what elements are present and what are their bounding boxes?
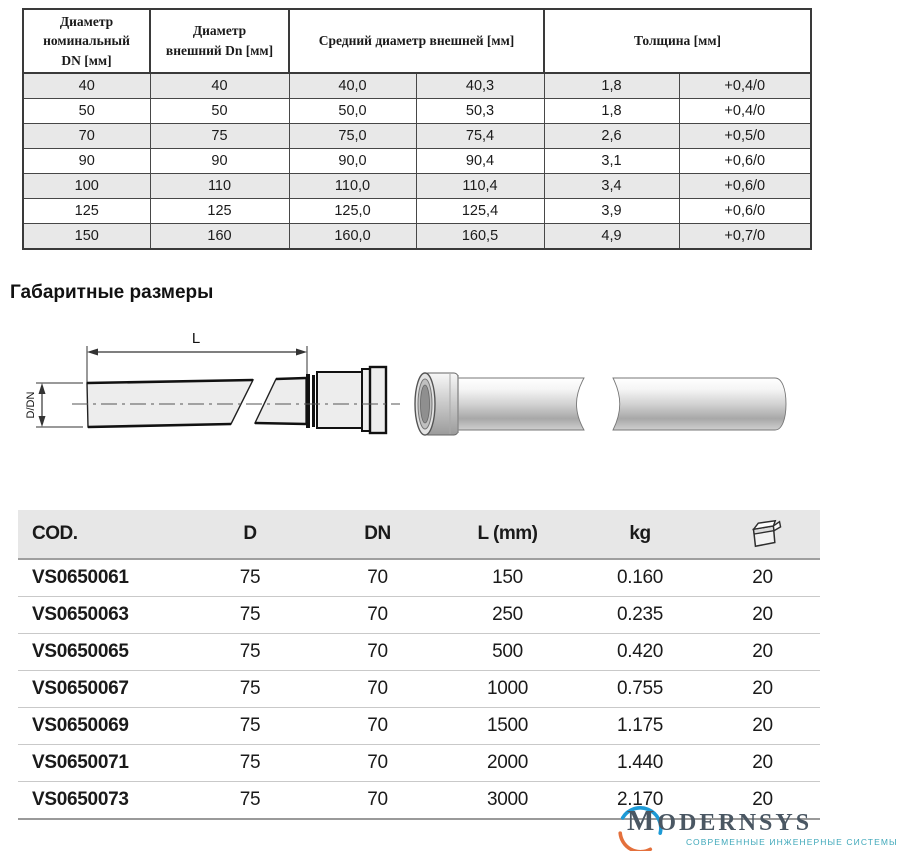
spec-cell: 1,8: [544, 73, 679, 99]
product-catalog-table: [18, 510, 820, 820]
spec-row: [23, 124, 811, 149]
catalog-kg: 1.440: [575, 745, 705, 782]
catalog-dn: 70: [315, 745, 440, 782]
catalog-pack: 20: [705, 634, 820, 671]
logo-tagline: СОВРЕМЕННЫЕ ИНЖЕНЕРНЫЕ СИСТЕМЫ: [686, 837, 898, 847]
spec-cell: 125,0: [289, 199, 416, 224]
spec-cell: 75: [150, 124, 289, 149]
catalog-d: 75: [185, 597, 315, 634]
catalog-header-l: L (mm): [440, 510, 575, 559]
catalog-row: [18, 597, 820, 634]
spec-cell: 160,5: [416, 224, 544, 250]
catalog-kg: 0.420: [575, 634, 705, 671]
catalog-dn: 70: [315, 559, 440, 597]
catalog-pack: 20: [705, 597, 820, 634]
pipe-dimension-drawing: [25, 320, 384, 478]
catalog-cod: VS0650067: [18, 671, 185, 708]
spec-cell: 90,0: [289, 149, 416, 174]
modernsys-logo: [616, 804, 898, 850]
spec-cell: 125,4: [416, 199, 544, 224]
spec-row: [23, 99, 811, 124]
spec-cell: 100: [23, 174, 150, 199]
spec-cell: 50,3: [416, 99, 544, 124]
package-box-icon: [744, 517, 782, 551]
catalog-l: 3000: [440, 782, 575, 820]
catalog-header-d: D: [185, 510, 315, 559]
spec-header-dn-outer: Диаметр внешний Dn [мм]: [150, 9, 289, 73]
catalog-row: [18, 745, 820, 782]
catalog-l: 250: [440, 597, 575, 634]
catalog-dn: 70: [315, 782, 440, 820]
catalog-cod: VS0650065: [18, 634, 185, 671]
spec-cell: 4,9: [544, 224, 679, 250]
catalog-kg: 0.235: [575, 597, 705, 634]
catalog-kg: 2.170: [575, 782, 705, 820]
spec-cell: +0,4/0: [679, 99, 811, 124]
catalog-cod: VS0650071: [18, 745, 185, 782]
spec-cell: 125: [23, 199, 150, 224]
spec-cell: 3,1: [544, 149, 679, 174]
spec-cell: 3,9: [544, 199, 679, 224]
catalog-l: 2000: [440, 745, 575, 782]
catalog-dn: 70: [315, 634, 440, 671]
catalog-cod: VS0650069: [18, 708, 185, 745]
catalog-pack: 20: [705, 708, 820, 745]
catalog-row: [18, 559, 820, 597]
catalog-row: [18, 671, 820, 708]
spec-cell: 90: [150, 149, 289, 174]
catalog-pack: 20: [705, 745, 820, 782]
catalog-row: [18, 708, 820, 745]
spec-row: [23, 224, 811, 250]
pipe-photo-render: [398, 348, 802, 473]
catalog-dn: 70: [315, 708, 440, 745]
spec-cell: 40: [150, 73, 289, 99]
spec-cell: 110: [150, 174, 289, 199]
spec-header-dn-nominal: Диаметр номинальный DN [мм]: [23, 9, 150, 73]
catalog-l: 500: [440, 634, 575, 671]
catalog-d: 75: [185, 634, 315, 671]
catalog-pack: 20: [705, 559, 820, 597]
catalog-pack: 20: [705, 671, 820, 708]
spec-cell: 110,4: [416, 174, 544, 199]
catalog-d: 75: [185, 745, 315, 782]
spec-cell: 50,0: [289, 99, 416, 124]
catalog-pack: 20: [705, 782, 820, 820]
spec-cell: 160: [150, 224, 289, 250]
catalog-kg: 0.755: [575, 671, 705, 708]
catalog-d: 75: [185, 708, 315, 745]
spec-header-thickness: Толщина [мм]: [544, 9, 811, 73]
spec-cell: 2,6: [544, 124, 679, 149]
catalog-dn: 70: [315, 597, 440, 634]
diameter-dimension-label: D/DN: [25, 391, 37, 419]
spec-cell: 50: [150, 99, 289, 124]
spec-cell: 150: [23, 224, 150, 250]
spec-header-mean-diameter: Средний диаметр внешней [мм]: [289, 9, 544, 73]
section-title: Габаритные размеры: [10, 282, 214, 303]
spec-cell: 90,4: [416, 149, 544, 174]
pipe-spec-table: [22, 8, 812, 250]
catalog-header-kg: kg: [575, 510, 705, 559]
catalog-d: 75: [185, 671, 315, 708]
spec-cell: 40,0: [289, 73, 416, 99]
catalog-dn: 70: [315, 671, 440, 708]
spec-cell: 110,0: [289, 174, 416, 199]
spec-cell: +0,4/0: [679, 73, 811, 99]
spec-row: [23, 73, 811, 99]
logo-name: MODERNSYS: [627, 805, 813, 837]
spec-cell: 75,0: [289, 124, 416, 149]
catalog-l: 1500: [440, 708, 575, 745]
catalog-header-dn: DN: [315, 510, 440, 559]
catalog-header-cod: COD.: [18, 510, 185, 559]
spec-cell: 40,3: [416, 73, 544, 99]
spec-row: [23, 199, 811, 224]
catalog-cod: VS0650061: [18, 559, 185, 597]
catalog-cod: VS0650073: [18, 782, 185, 820]
spec-row: [23, 174, 811, 199]
spec-cell: 40: [23, 73, 150, 99]
spec-cell: 50: [23, 99, 150, 124]
length-dimension-label: L: [191, 330, 201, 347]
catalog-l: 1000: [440, 671, 575, 708]
spec-cell: 3,4: [544, 174, 679, 199]
catalog-d: 75: [185, 782, 315, 820]
catalog-row: [18, 634, 820, 671]
spec-cell: +0,6/0: [679, 174, 811, 199]
spec-cell: +0,6/0: [679, 199, 811, 224]
spec-header-row: [23, 9, 811, 73]
spec-cell: 125: [150, 199, 289, 224]
spec-cell: 75,4: [416, 124, 544, 149]
catalog-l: 150: [440, 559, 575, 597]
spec-cell: 160,0: [289, 224, 416, 250]
spec-cell: 90: [23, 149, 150, 174]
catalog-header-row: [18, 510, 820, 559]
spec-cell: +0,7/0: [679, 224, 811, 250]
spec-row: [23, 149, 811, 174]
spec-cell: 1,8: [544, 99, 679, 124]
catalog-header-package: [705, 510, 820, 559]
spec-cell: +0,6/0: [679, 149, 811, 174]
spec-cell: +0,5/0: [679, 124, 811, 149]
spec-cell: 70: [23, 124, 150, 149]
catalog-kg: 0.160: [575, 559, 705, 597]
catalog-kg: 1.175: [575, 708, 705, 745]
catalog-cod: VS0650063: [18, 597, 185, 634]
catalog-d: 75: [185, 559, 315, 597]
